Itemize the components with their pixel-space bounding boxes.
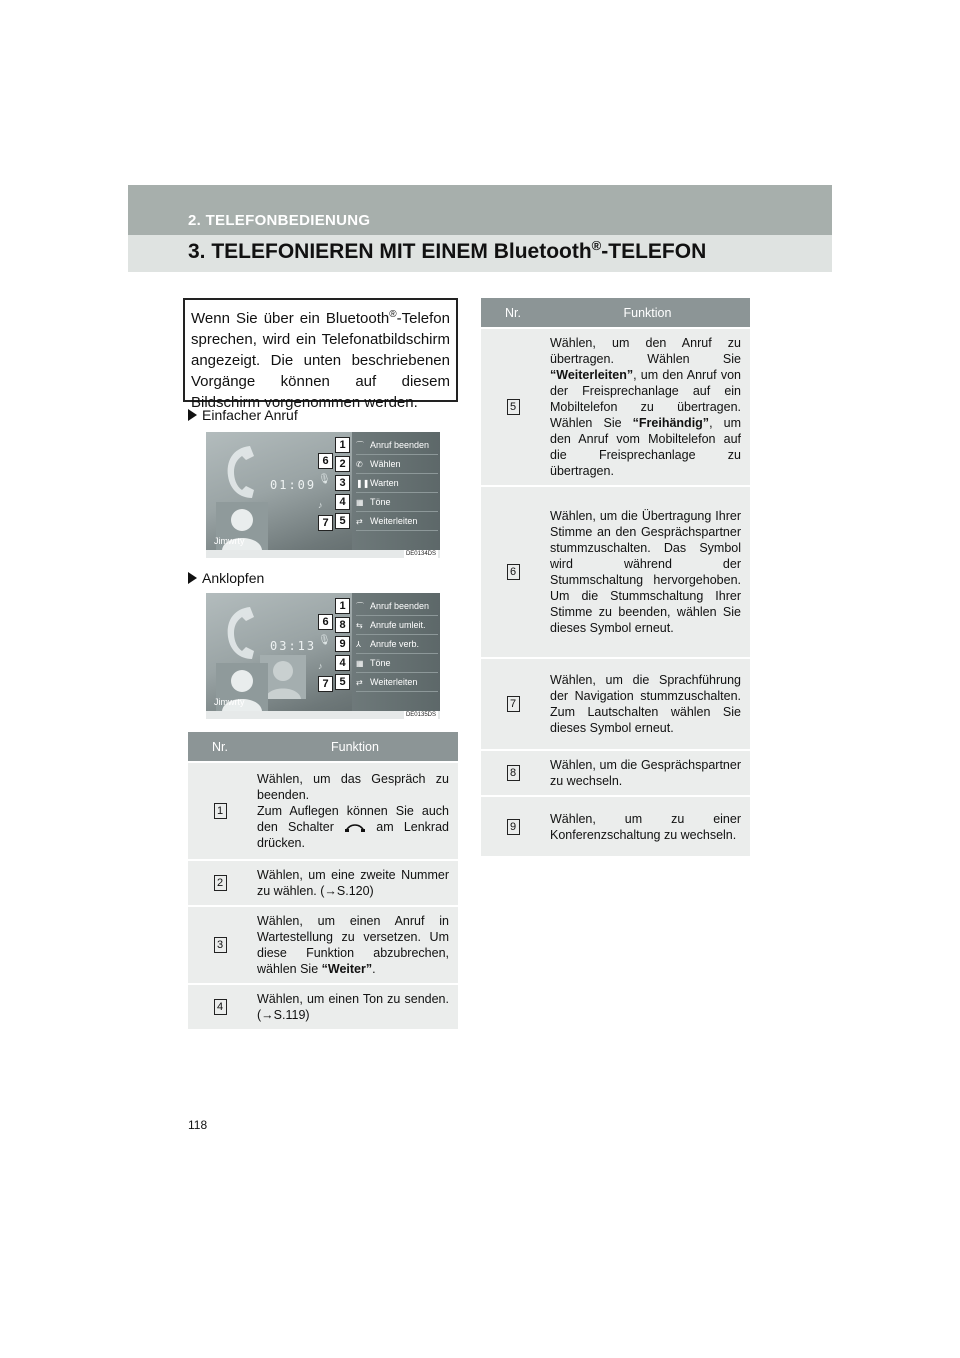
page-number: 118 — [188, 1118, 208, 1132]
image-code: DE0135DS — [405, 712, 436, 718]
phone-handset-icon — [220, 603, 260, 663]
speaker-mute-icon[interactable]: ♪ — [318, 500, 323, 510]
microphone-icon[interactable]: 🎙 — [318, 474, 331, 485]
transfer-icon: ⇄ — [356, 678, 363, 687]
row-number: 8 — [507, 765, 520, 781]
callout-number: 1 — [335, 437, 350, 453]
image-code: DE0134DS — [405, 551, 436, 557]
callout-number: 4 — [335, 494, 350, 510]
call-timer: 01:09 — [270, 478, 317, 492]
hang-up-switch-icon — [344, 823, 366, 833]
menu-item-transfer[interactable]: ⇄ Weiterleiten — [356, 512, 438, 531]
callout-number: 8 — [335, 617, 350, 633]
row-number: 1 — [214, 803, 227, 819]
caller-name: Jimwrty — [214, 536, 245, 546]
phone-handset-icon — [220, 442, 260, 502]
speaker-mute-icon[interactable]: ♪ — [318, 661, 323, 671]
column-header-function: Funktion — [545, 298, 750, 328]
table-row: 3 Wählen, um einen Anruf in Wartestellung zu versetzen. Um diese Funktion abzubrechen, wählen Sie “Weiter”. — [188, 906, 458, 984]
row-number: 5 — [507, 399, 520, 415]
column-header-nr: Nr. — [188, 732, 252, 762]
row-number: 7 — [507, 696, 520, 712]
table-row: 9 Wählen, um zu einer Konferenzschaltung zu wechseln. — [481, 796, 750, 856]
screenshot-simple-call — [206, 432, 440, 558]
menu-item-end-call[interactable]: ⌒ Anruf beenden — [356, 436, 438, 455]
menu-item-tones[interactable]: ▦ Töne — [356, 493, 438, 512]
page-title: 3. TELEFONIEREN MIT EINEM Bluetooth®-TELEFON — [188, 238, 707, 263]
call-timer: 03:13 — [270, 639, 317, 653]
caller-name: Jimwrty — [214, 697, 245, 707]
column-header-nr: Nr. — [481, 298, 545, 328]
function-table-left — [188, 732, 458, 1029]
row-number: 6 — [507, 564, 520, 580]
callout-number: 7 — [318, 676, 333, 692]
swap-icon: ⇆ — [356, 621, 363, 630]
callout-number: 3 — [335, 475, 350, 491]
menu-item-transfer[interactable]: ⇄ Weiterleiten — [356, 673, 438, 692]
menu-item-dial[interactable]: ✆ Wählen — [356, 455, 438, 474]
column-header-function: Funktion — [252, 732, 458, 762]
hangup-icon: ⌒ — [356, 441, 364, 450]
menu-item-swap-calls[interactable]: ⇆ Anrufe umleit. — [356, 616, 438, 635]
table-row: 8 Wählen, um die Gesprächspartner zu wechseln. — [481, 750, 750, 796]
table-row: 7 Wählen, um die Sprachführung der Navigation stummzuschalten. Zum Lautschalten wählen Sie dieses Symbol erneut. — [481, 658, 750, 750]
callout-number: 5 — [335, 513, 350, 529]
table-row: 5 Wählen, um den Anruf zu übertragen. Wählen Sie “Weiterleiten”, um den Anruf von der Freisprechanlage auf ein Mobiltelefon zu übertragen. Wählen Sie “Freihändig”, um den Anruf vom Mobiltelefon auf die Freisprechanlage zu übertragen. — [481, 328, 750, 486]
callout-number: 1 — [335, 598, 350, 614]
table-row: 6 Wählen, um die Übertragung Ihrer Stimme an den Gesprächspartner stummzuschalten. Das Symbol wird während der Stummschaltung hervorgehoben. Um die Stummschaltung Ihrer Stimme zu beenden, wählen Sie dieses Symbol erneut. — [481, 486, 750, 658]
screenshot-call-waiting — [206, 593, 440, 719]
callout-number: 6 — [318, 614, 333, 630]
triangle-bullet-icon — [188, 572, 197, 584]
merge-icon: ⅄ — [356, 640, 361, 649]
triangle-bullet-icon — [188, 409, 197, 421]
callout-number: 5 — [335, 674, 350, 690]
callout-number: 6 — [318, 453, 333, 469]
callout-number: 4 — [335, 655, 350, 671]
table-row: 1 Wählen, um das Gespräch zu beenden. Zum Auflegen können Sie auch den Schalter am Lenkrad drücken. — [188, 762, 458, 860]
chapter-label: 2. TELEFONBEDIENUNG — [188, 212, 371, 229]
callout-number: 2 — [335, 456, 350, 472]
menu-item-hold[interactable]: ❚❚Warten — [356, 474, 438, 493]
microphone-icon[interactable]: 🎙 — [318, 635, 331, 646]
row-number: 9 — [507, 819, 520, 835]
phone-icon: ✆ — [356, 460, 363, 469]
section-heading-simple-call: Einfacher Anruf — [188, 407, 298, 423]
section-heading-call-waiting: Anklopfen — [188, 570, 264, 586]
hangup-icon: ⌒ — [356, 602, 364, 611]
menu-item-tones[interactable]: ▦ Töne — [356, 654, 438, 673]
row-number: 4 — [214, 999, 227, 1015]
menu-item-end-call[interactable]: ⌒ Anruf beenden — [356, 597, 438, 616]
table-row: 4 Wählen, um einen Ton zu senden. (→S.119) — [188, 984, 458, 1029]
table-row: 2 Wählen, um eine zweite Nummer zu wählen. (→S.120) — [188, 860, 458, 906]
row-number: 2 — [214, 875, 227, 891]
callout-number: 9 — [335, 636, 350, 652]
keypad-icon: ▦ — [356, 498, 364, 507]
keypad-icon: ▦ — [356, 659, 364, 668]
callout-number: 7 — [318, 515, 333, 531]
function-table-right — [481, 298, 750, 856]
row-number: 3 — [214, 937, 227, 953]
pause-icon: ❚❚ — [356, 479, 370, 488]
menu-item-merge-calls[interactable]: ⅄ Anrufe verb. — [356, 635, 438, 654]
intro-box: Wenn Sie über ein Bluetooth®-Telefon sprechen, wird ein Telefonatbildschirm angezeigt. Die unten beschriebenen Vorgänge können auf diesem Bildschirm vorgenommen werden. — [183, 298, 458, 402]
transfer-icon: ⇄ — [356, 517, 363, 526]
